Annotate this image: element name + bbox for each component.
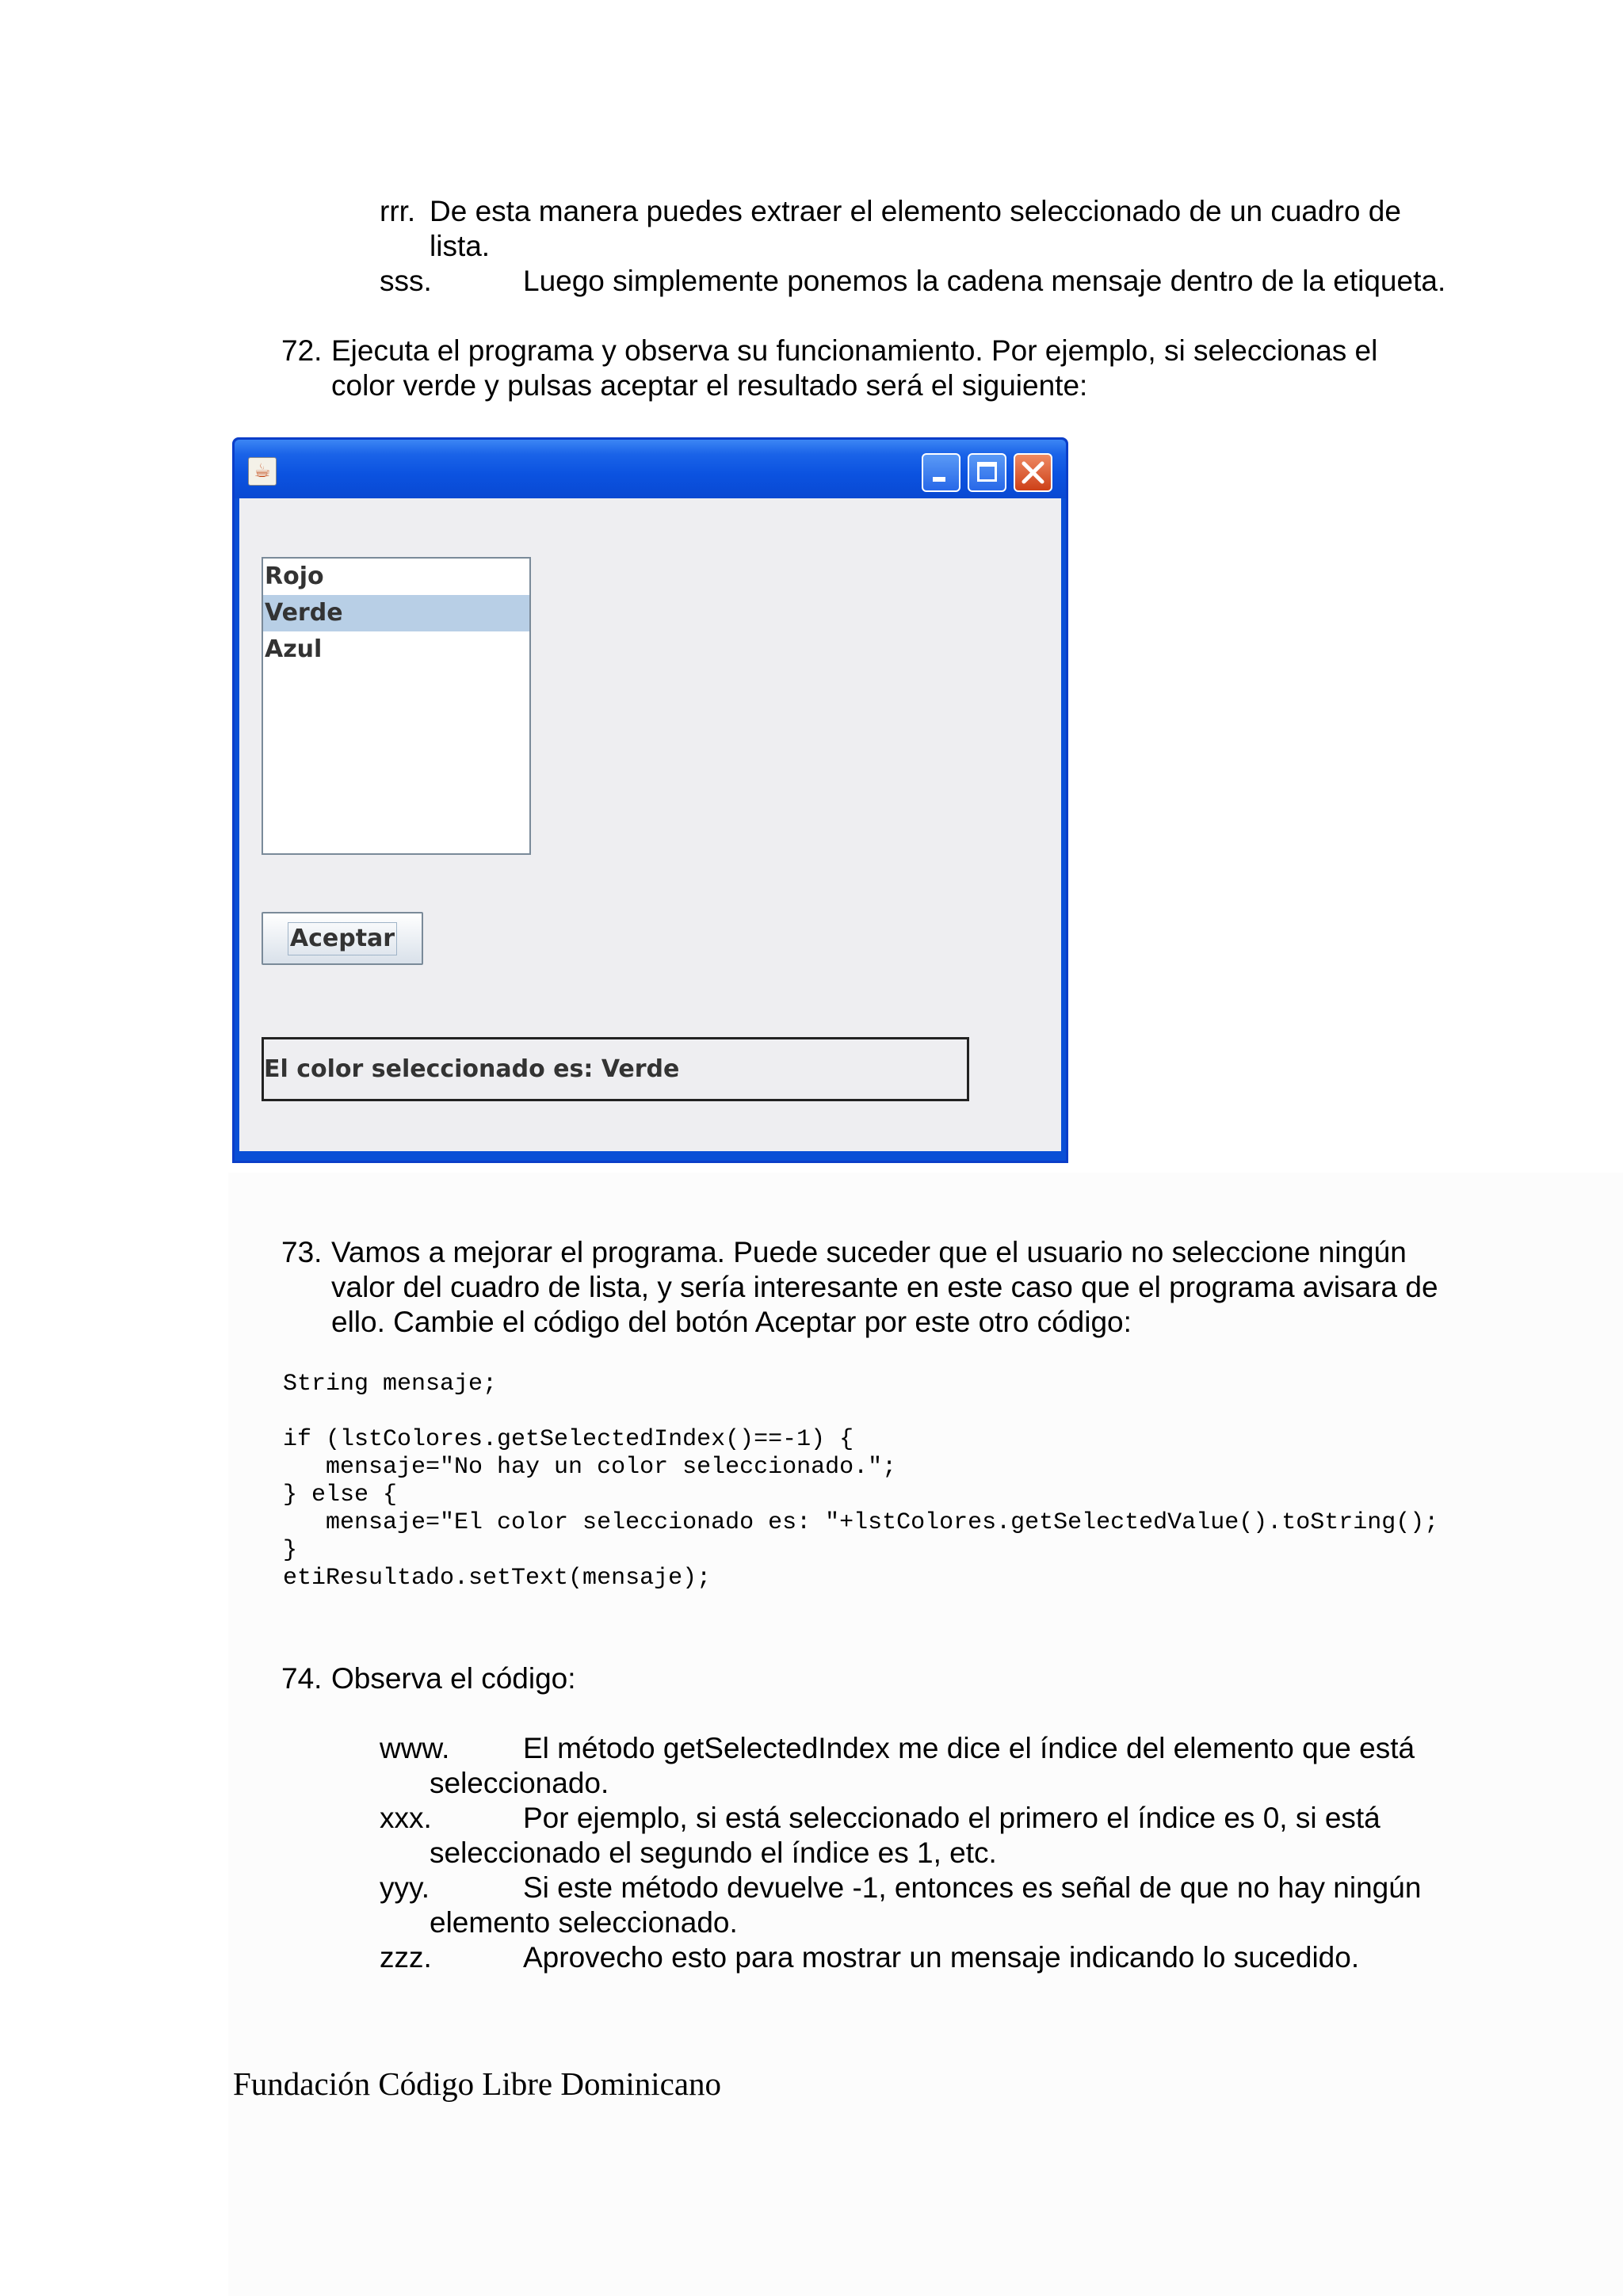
list-item-text: Por ejemplo, si está seleccionado el primero el índice es 0, si está [523,1802,1381,1834]
step-text: Ejecuta el programa y observa su funcionamiento. Por ejemplo, si seleccionas el [331,334,1378,367]
list-item-text: Si este método devuelve -1, entonces es señal de que no hay ningún [523,1871,1422,1904]
list-item-text: Luego simplemente ponemos la cadena mensaje dentro de la etiqueta. [523,265,1446,297]
step-number: 73. [281,1236,323,1268]
window-content [239,498,1061,1151]
step-text: color verde y pulsas aceptar el resultado será el siguiente: [331,369,1088,402]
list-item-text: lista. [430,230,491,262]
aceptar-button-label: Aceptar [288,922,397,955]
list-item-text: seleccionado el segundo el índice es 1, etc. [430,1836,997,1869]
list-marker: xxx. [380,1802,432,1834]
minimize-icon [933,477,945,482]
list-option-rojo[interactable]: Rojo [265,563,324,590]
page-footer: Fundación Código Libre Dominicano [233,2065,722,2102]
code-block: String mensaje; if (lstColores.getSelectedIndex()==-1) { mensaje="No hay un color seleccionado."; } else { mensaje="El color seleccionado es: "+lstColores.getSelectedValue().toString(); } etiResultado.setText(mensaje); [283,1371,1439,1592]
app-window [232,437,1068,1163]
step-text: ello. Cambie el código del botón Aceptar por este otro código: [331,1306,1132,1338]
aceptar-button[interactable] [262,912,423,965]
list-item-text: De esta manera puedes extraer el elemento seleccionado de un cuadro de [430,195,1401,227]
window-titlebar[interactable] [235,440,1066,498]
list-item-text: El método getSelectedIndex me dice el índice del elemento que está [523,1732,1415,1764]
list-marker: yyy. [380,1871,430,1904]
list-marker: rrr. [380,195,416,227]
step-number: 74. [281,1662,323,1695]
list-marker: zzz. [380,1941,432,1974]
list-item-text: seleccionado. [430,1767,609,1799]
step-text: Observa el código: [331,1662,576,1695]
result-label: El color seleccionado es: Verde [262,1037,969,1101]
minimize-button[interactable] [922,453,960,492]
step-number: 72. [281,334,323,367]
maximize-icon [977,462,997,482]
list-option-azul[interactable]: Azul [265,635,323,663]
close-button[interactable] [1014,453,1052,492]
list-marker: www. [380,1732,450,1764]
step-text: Vamos a mejorar el programa. Puede suceder que el usuario no seleccione ningún [331,1236,1407,1268]
list-marker: sss. [380,265,432,297]
list-option-verde[interactable]: Verde [263,595,529,631]
color-listbox[interactable] [262,557,531,855]
close-icon [1015,455,1051,490]
step-text: valor del cuadro de lista, y sería interesante en este caso que el programa avisara de [331,1271,1438,1303]
java-cup-icon: ☕ [248,457,277,486]
maximize-button[interactable] [968,453,1006,492]
list-item-text: Aprovecho esto para mostrar un mensaje indicando lo sucedido. [523,1941,1360,1974]
list-item-text: elemento seleccionado. [430,1906,738,1939]
